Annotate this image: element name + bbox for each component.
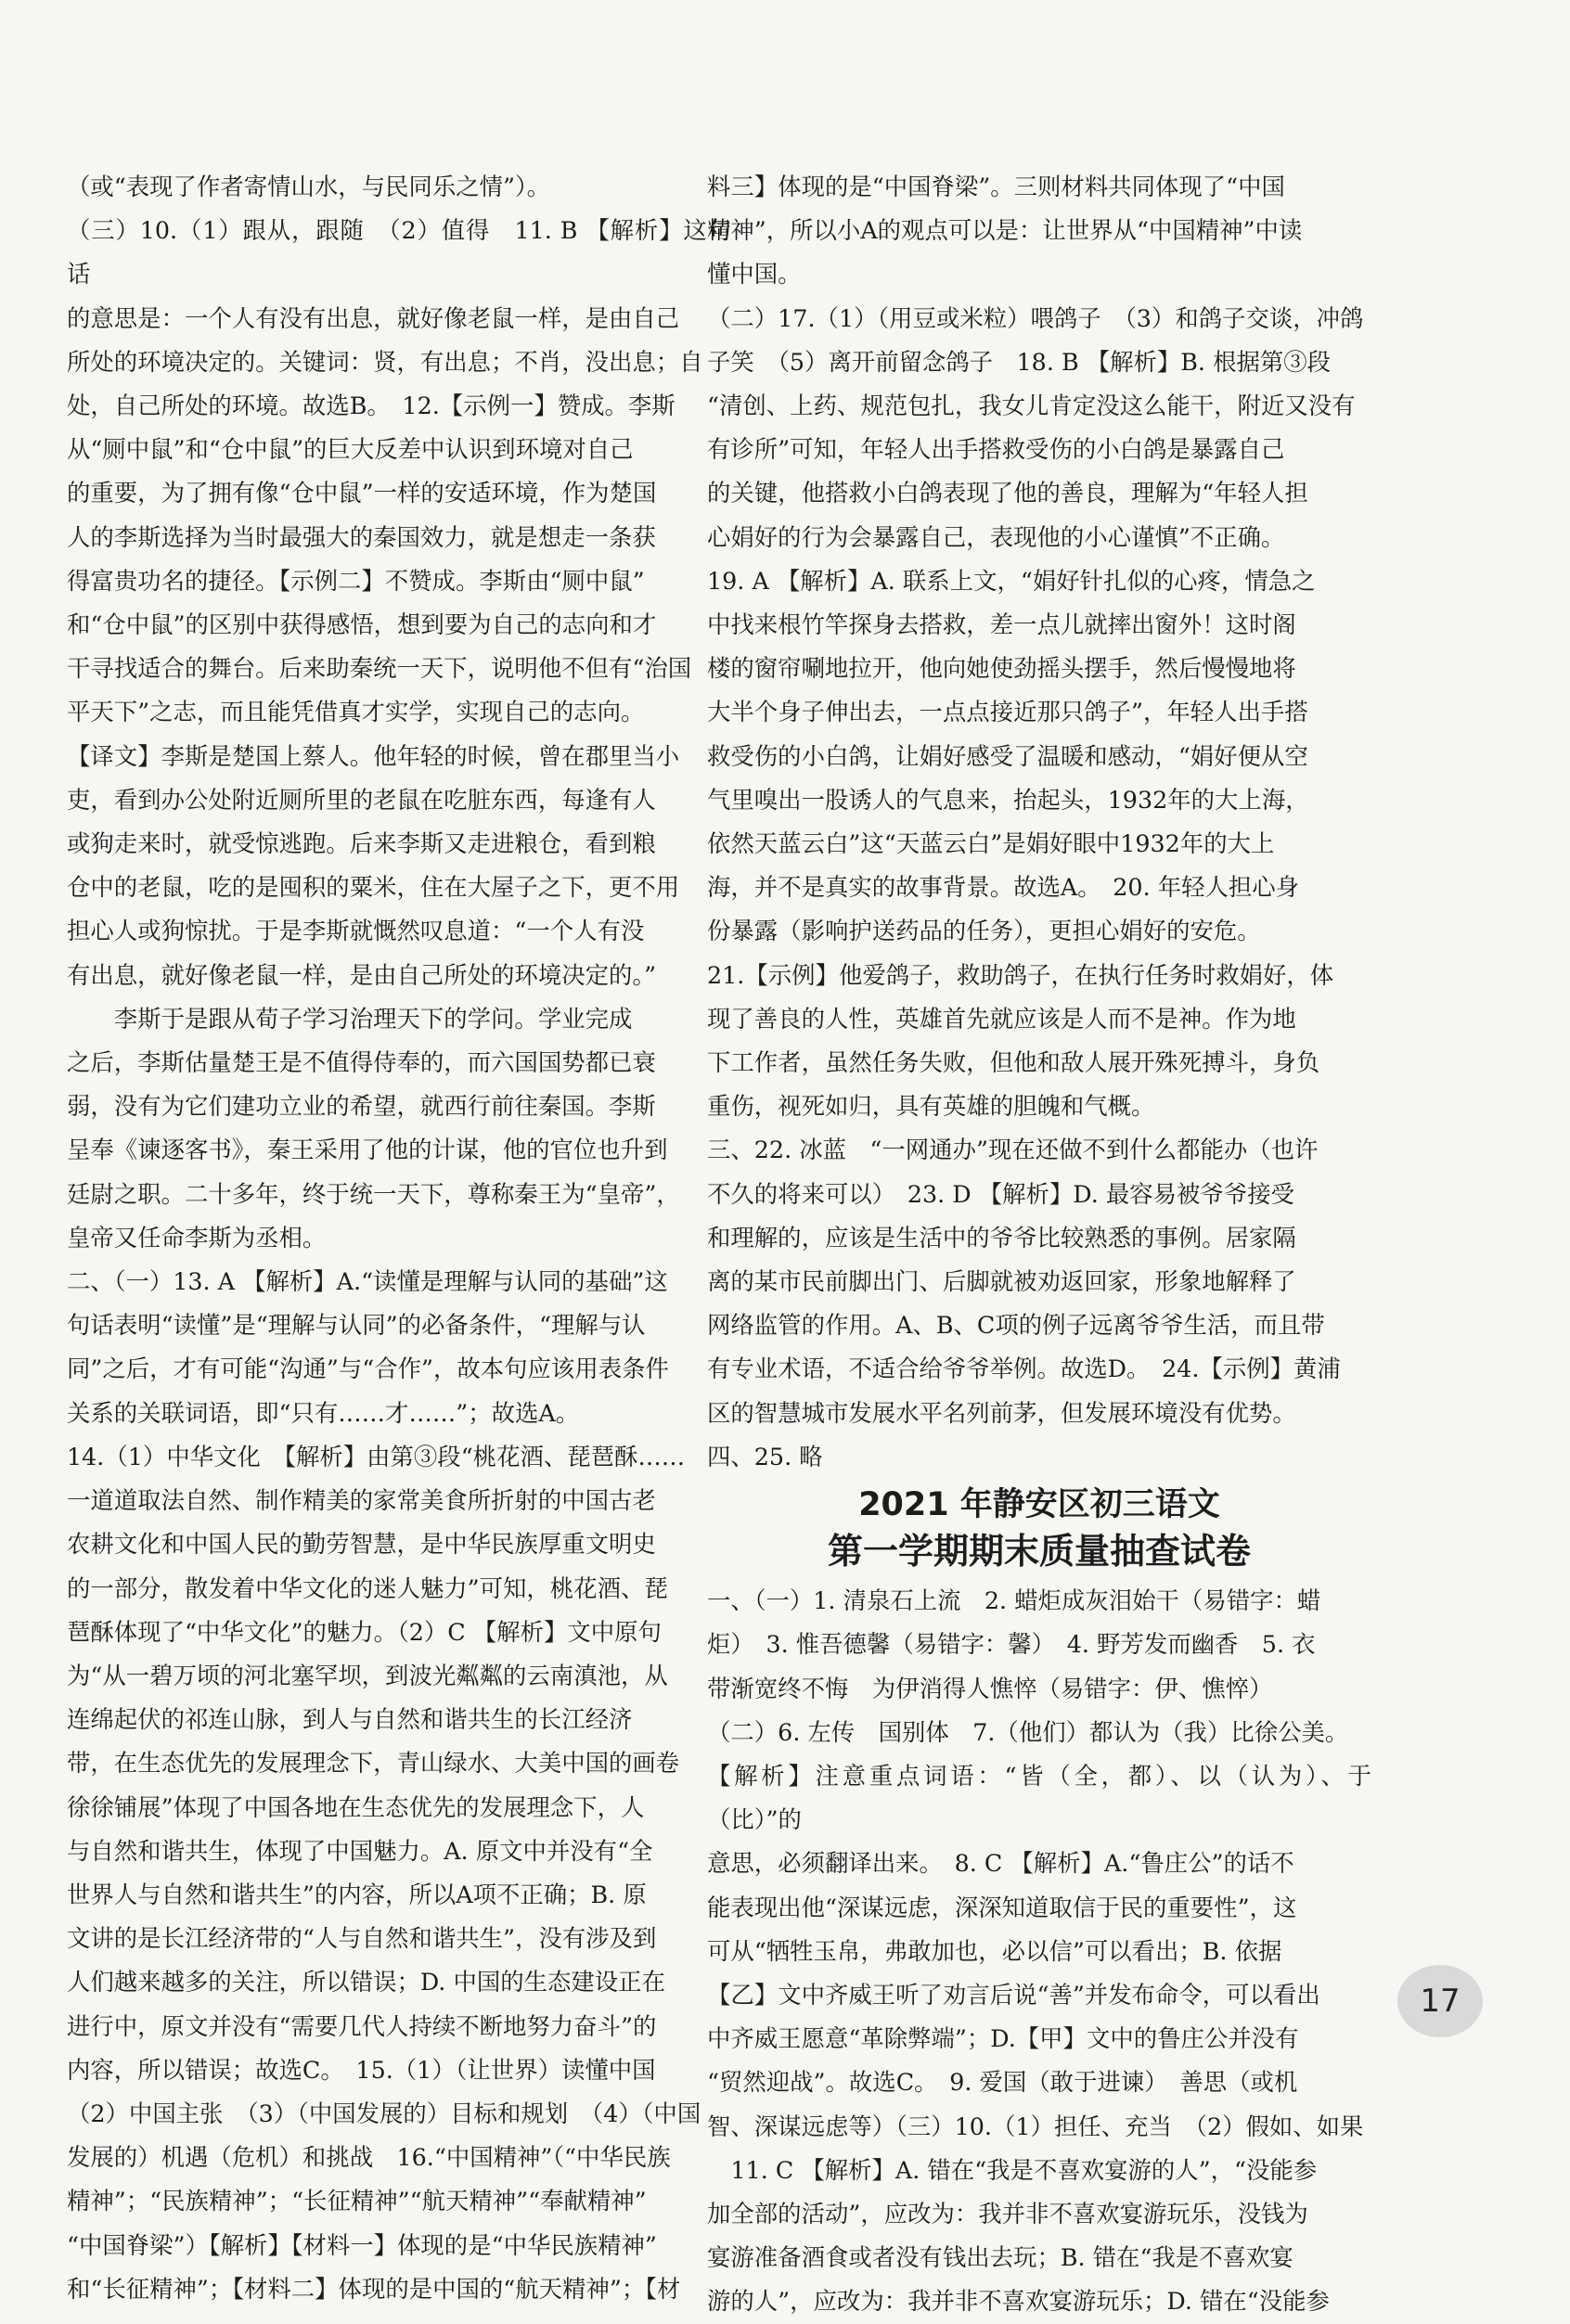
- text-line: 琶酥体现了“中华文化”的魅力。（2）C 【解析】文中原句: [67, 1617, 662, 1646]
- text-line: （2）中国主张 （3）（中国发展的）目标和规划 （4）（中国: [67, 2099, 701, 2127]
- text-line: 能表现出他“深谋远虑，深深知道取信于民的重要性”，这: [707, 1893, 1297, 1921]
- text-line: 的重要，为了拥有像“仓中鼠”一样的安适环境，作为楚国: [67, 479, 657, 507]
- text-line: 平天下”之志，而且能凭借真才实学，实现自己的志向。: [67, 698, 645, 726]
- text-line: 依然天蓝云白”这“天蓝云白”是娟好眼中1932年的大上: [707, 829, 1275, 858]
- text-line: 连绵起伏的祁连山脉，到人与自然和谐共生的长江经济: [67, 1705, 633, 1734]
- text-line: 一、（一）1. 清泉石上流 2. 蜡炬成灰泪始干（易错字：蜡: [707, 1586, 1321, 1615]
- text-line: 内容，所以错误；故选C。 15.（1）（让世界）读懂中国: [67, 2055, 656, 2084]
- left-column: [67, 165, 731, 2311]
- text-line: 四、25. 略: [707, 1442, 823, 1470]
- text-line: 有诊所”可知，年轻人出手搭救受伤的小白鸽是暴露自己: [707, 435, 1285, 464]
- text-line: 仓中的老鼠，吃的是囤积的粟米，住在大屋子之下，更不用: [67, 873, 680, 902]
- right-column-bottom-text: [707, 1579, 1371, 2323]
- text-line: 关系的关联词语，即“只有……才……”；故选A。: [67, 1398, 580, 1427]
- text-line: 弱，没有为它们建功立业的希望，就西行前往秦国。李斯: [67, 1092, 656, 1121]
- text-line: 的意思是：一个人有没有出息，就好像老鼠一样，是由自己: [67, 303, 680, 332]
- text-line: 楼的窗帘唰地拉开，他向她使劲摇头摆手，然后慢慢地将: [707, 654, 1296, 683]
- text-line: 【乙】文中齐威王听了劝言后说“善”并发布命令，可以看出: [707, 1980, 1320, 2009]
- text-line: 的一部分，散发着中华文化的迷人魅力”可知，桃花酒、琵: [67, 1573, 668, 1602]
- text-line: 意思，必须翻译出来。 8. C 【解析】A.“鲁庄公”的话不: [707, 1849, 1294, 1878]
- text-line: 人的李斯选择为当时最强大的秦国效力，就是想走一条获: [67, 522, 656, 551]
- text-line: 炬） 3. 惟吾德馨（易错字：馨） 4. 野芳发而幽香 5. 衣: [707, 1630, 1316, 1659]
- text-line: 或狗走来时，就受惊逃跑。后来李斯又走进粮仓，看到粮: [67, 829, 656, 858]
- text-line: 中齐威王愿意“革除弊端”；D.【甲】文中的鲁庄公并没有: [707, 2024, 1299, 2053]
- right-column-top-text: [707, 165, 1371, 1479]
- text-line: 和“仓中鼠”的区别中获得感悟，想到要为自己的志向和才: [67, 610, 657, 639]
- text-line: （三）10.（1）跟从，跟随 （2）值得 11. B 【解析】这句话: [67, 216, 731, 289]
- text-line: 智、深谋远虑等）（三）10.（1）担任、充当 （2）假如、如果: [707, 2112, 1364, 2140]
- text-line: 子笑 （5）离开前留念鸽子 18. B 【解析】B. 根据第③段: [707, 347, 1332, 376]
- text-line: 所处的环境决定的。关键词：贤，有出息；不肖，没出息；自: [67, 347, 703, 376]
- text-line: 精神”；“民族精神”；“长征精神”“航天精神”“奉献精神”: [67, 2187, 647, 2215]
- text-line: 气里嗅出一股诱人的气息来，抬起头，1932年的大上海，: [707, 785, 1309, 814]
- text-line: 区的智慧城市发展水平名列前茅，但发展环境没有优势。: [707, 1398, 1296, 1427]
- text-line: （或“表现了作者寄情山水，与民同乐之情”）。: [67, 173, 551, 200]
- text-line: 廷尉之职。二十多年，终于统一天下，尊称秦王为“皇帝”，: [67, 1179, 680, 1208]
- text-line: 有出息，就好像老鼠一样，是由自己所处的环境决定的。”: [67, 960, 657, 989]
- text-line: 发展的）机遇（危机）和挑战 16.“中国精神”（“中华民族: [67, 2143, 671, 2172]
- text-line: 精神”，所以小A的观点可以是：让世界从“中国精神”中读: [707, 216, 1303, 245]
- text-line: 救受伤的小白鸽，让娟好感受了温暖和感动，“娟好便从空: [707, 741, 1308, 770]
- text-line: 处，自己所处的环境。故选B。 12.【示例一】赞成。李斯: [67, 392, 676, 420]
- text-line: 游的人”，应改为：我并非不喜欢宴游玩乐；D. 错在“没能参: [707, 2287, 1330, 2316]
- text-line: “贸然迎战”。故选C。 9. 爱国（敢于进谏） 善思（或机: [707, 2068, 1298, 2097]
- text-line: 担心人或狗惊扰。于是李斯就慨然叹息道：“一个人有没: [67, 917, 645, 945]
- text-line: 19. A 【解析】A. 联系上文，“娟好针扎似的心疼，情急之: [707, 566, 1316, 595]
- text-line: 一道道取法自然、制作精美的家常美食所折射的中国古老: [67, 1486, 656, 1515]
- text-line: 宴游准备酒食或者没有钱出去玩；B. 错在“我是不喜欢宴: [707, 2243, 1293, 2272]
- text-line: 同”之后，才有可能“沟通”与“合作”，故本句应该用表条件: [67, 1355, 669, 1383]
- text-line: 料三】体现的是“中国脊梁”。三则材料共同体现了“中国: [707, 173, 1285, 200]
- text-line: 网络监管的作用。A、B、C项的例子远离爷爷生活，而且带: [707, 1311, 1325, 1340]
- text-line: 14.（1）中华文化 【解析】由第③段“桃花酒、琵琶酥……: [67, 1442, 686, 1470]
- text-line: 二、（一）13. A 【解析】A.“读懂是理解与认同的基础”这: [67, 1267, 668, 1296]
- text-line: 和理解的，应该是生活中的爷爷比较熟悉的事例。居家隔: [707, 1223, 1296, 1252]
- text-line: 吏，看到办公处附近厕所里的老鼠在吃脏东西，每逢有人: [67, 785, 656, 814]
- text-line: 为“从一碧万顷的河北塞罕坝，到波光粼粼的云南滇池，从: [67, 1661, 668, 1689]
- text-line: 句话表明“读懂”是“理解与认同”的必备条件，“理解与认: [67, 1311, 646, 1340]
- text-line: 农耕文化和中国人民的勤劳智慧，是中华民族厚重文明史: [67, 1530, 656, 1559]
- text-line: 与自然和谐共生，体现了中国魅力。A. 原文中并没有“全: [67, 1836, 653, 1865]
- text-line: 带，在生态优先的发展理念下，青山绿水、大美中国的画卷: [67, 1749, 680, 1778]
- text-line: 从“厕中鼠”和“仓中鼠”的巨大反差中认识到环境对自己: [67, 435, 634, 464]
- text-line: 带渐宽终不悔 为伊消得人憔悴（易错字：伊、憔悴）: [707, 1674, 1273, 1702]
- text-line: 李斯于是跟从荀子学习治理天下的学问。学业完成: [67, 1004, 633, 1033]
- text-line: 离的某市民前脚出门、后脚就被劝返回家，形象地解释了: [707, 1267, 1296, 1296]
- text-line: 进行中，原文并没有“需要几代人持续不断地努力奋斗”的: [67, 2011, 657, 2040]
- page-number: 17: [1397, 1965, 1483, 2037]
- text-line: “中国脊梁”）【解析】【材料一】体现的是“中华民族精神”: [67, 2230, 657, 2259]
- text-line: 不久的将来可以） 23. D 【解析】D. 最容易被爷爷接受: [707, 1179, 1294, 1208]
- text-line: （二）6. 左传 国别体 7.（他们）都认为（我）比徐公美。: [707, 1717, 1349, 1746]
- text-line: 和“长征精神”；【材料二】体现的是中国的“航天精神”；【材: [67, 2274, 681, 2303]
- text-line: “清创、上药、规范包扎，我女儿肯定没这么能干，附近又没有: [707, 392, 1356, 420]
- text-line: 加全部的活动”，应改为：我并非不喜欢宴游玩乐，没钱为: [707, 2199, 1308, 2228]
- text-line: 之后，李斯估量楚王是不值得侍奉的，而六国国势都已衰: [67, 1048, 656, 1077]
- text-line: （二）17.（1）（用豆或米粒）喂鸽子 （3）和鸽子交谈，冲鸽: [707, 303, 1364, 332]
- right-column: [707, 165, 1371, 2324]
- exam-title-line2: 第一学期期末质量抽查试卷: [827, 1531, 1251, 1573]
- text-line: 重伤，视死如归，具有英雄的胆魄和气概。: [707, 1092, 1155, 1121]
- text-line: 21.【示例】他爱鸽子，救助鸽子，在执行任务时救娟好，体: [707, 960, 1334, 989]
- text-line: 中找来根竹竿探身去搭救，差一点儿就摔出窗外！这时阁: [707, 610, 1296, 639]
- text-line: 大半个身子伸出去，一点点接近那只鸽子”，年轻人出手搭: [707, 698, 1308, 726]
- exam-title-line1: 2021 年静安区初三语文: [858, 1486, 1220, 1524]
- text-line: 皇帝又任命李斯为丞相。: [67, 1223, 327, 1252]
- text-line: 徐徐铺展”体现了中国各地在生态优先的发展理念下，人: [67, 1792, 645, 1821]
- text-line: 人们越来越多的关注，所以错误；D. 中国的生态建设正在: [67, 1968, 665, 1997]
- text-line: 【解析】注意重点词语：“皆（全，都）、以（认为）、于（比）”的: [707, 1761, 1371, 1834]
- text-line: 文讲的是长江经济带的“人与自然和谐共生”，没有涉及到: [67, 1924, 657, 1953]
- text-line: 有专业术语，不适合给爷爷举例。故选D。 24.【示例】黄浦: [707, 1355, 1341, 1383]
- text-line: 现了善良的人性，英雄首先就应该是人而不是神。作为地: [707, 1004, 1296, 1033]
- text-line: 11. C 【解析】A. 错在“我是不喜欢宴游的人”，“没能参: [707, 2155, 1318, 2184]
- text-line: 懂中国。: [707, 260, 802, 289]
- text-line: 心娟好的行为会暴露自己，表现他的小心谨慎”不正确。: [707, 522, 1285, 551]
- text-line: 干寻找适合的舞台。后来助秦统一天下，说明他不但有“治国: [67, 654, 692, 683]
- text-line: 【译文】李斯是楚国上蔡人。他年轻的时候，曾在郡里当小: [67, 741, 680, 770]
- text-line: 下工作者，虽然任务失败，但他和敌人展开殊死搏斗，身负: [707, 1048, 1320, 1077]
- text-line: 份暴露（影响护送药品的任务），更担心娟好的安危。: [707, 917, 1261, 945]
- text-line: 三、22. 冰蓝 “一网通办”现在还做不到什么都能办（也许: [707, 1136, 1319, 1164]
- text-line: 可从“牺牲玉帛，弗敢加也，必以信”可以看出；B. 依据: [707, 1936, 1282, 1965]
- text-line: 世界人与自然和谐共生”的内容，所以A项不正确；B. 原: [67, 1880, 647, 1908]
- text-line: 呈奉《谏逐客书》，秦王采用了他的计谋，他的官位也升到: [67, 1136, 668, 1164]
- text-line: 海，并不是真实的故事背景。故选A。 20. 年轻人担心身: [707, 873, 1300, 902]
- text-line: 得富贵功名的捷径。【示例二】不赞成。李斯由“厕中鼠”: [67, 566, 645, 595]
- text-line: 的关键，他搭救小白鸽表现了他的善良，理解为“年轻人担: [707, 479, 1308, 507]
